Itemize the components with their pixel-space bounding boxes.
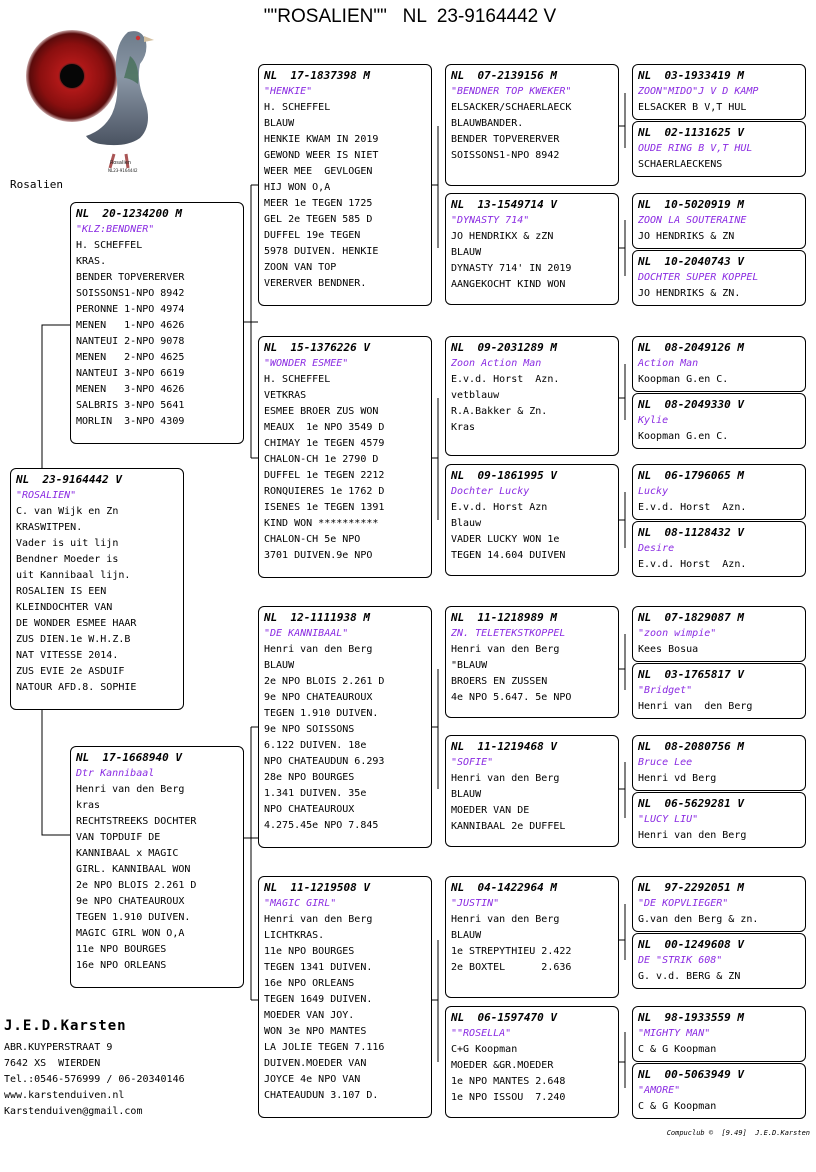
breeder: Henri van den Berg	[264, 914, 373, 925]
ring-number: NL 02-1131625 V	[638, 126, 744, 139]
info-line: BLAUW	[451, 247, 482, 258]
info-line: uit Kannibaal lijn.	[16, 570, 131, 581]
pigeon-name: Bruce Lee	[638, 757, 693, 768]
breeder: Kees Bosua	[638, 644, 699, 655]
info-line: MEER 1e TEGEN 1725	[264, 198, 373, 209]
breeder: Henri van den Berg	[76, 784, 185, 795]
ring-number: NL 07-2139156 M	[451, 69, 557, 82]
breeder: H. SCHEFFEL	[76, 240, 143, 251]
pigeon-name: "LUCY LIU"	[638, 814, 699, 825]
info-line: RONQUIERES 1e 1762 D	[264, 486, 385, 497]
pigeon-name: "MAGIC GIRL"	[264, 898, 337, 909]
ancestor-card-sdd	[445, 464, 619, 576]
pigeon-name: "ROSALIEN"	[16, 490, 77, 501]
info-line: AANGEKOCHT KIND WON	[451, 279, 566, 290]
ancestor-card-g6	[632, 393, 806, 449]
dam-sire-card	[258, 606, 432, 848]
info-line: GEL 2e TEGEN 585 D	[264, 214, 373, 225]
info-line: DUIVEN.MOEDER VAN	[264, 1058, 367, 1069]
ring-number: NL 00-5063949 V	[638, 1068, 744, 1081]
info-line: MEAUX 1e NPO 3549 D	[264, 422, 385, 433]
breeder: Henri vd Berg	[638, 773, 717, 784]
info-line: PERONNE 1-NPO 4974	[76, 304, 185, 315]
info-line: kras	[76, 800, 101, 811]
ring-number: NL 11-1219508 V	[264, 881, 370, 894]
info-line: 1e STREPYTHIEU 2.422	[451, 946, 572, 957]
ring-number: NL 13-1549714 V	[451, 198, 557, 211]
info-line: HIJ WON O,A	[264, 182, 331, 193]
info-line: 16e NPO ORLEANS	[264, 978, 355, 989]
info-line: LA JOLIE TEGEN 7.116	[264, 1042, 385, 1053]
ancestor-card-g3	[632, 193, 806, 249]
ring-number: NL 00-1249608 V	[638, 938, 744, 951]
pigeon-name: "BENDNER TOP KWEKER"	[451, 86, 572, 97]
sire-card	[70, 202, 244, 444]
pigeon-name: "KLZ:BENDNER"	[76, 224, 155, 235]
ring-number: NL 17-1668940 V	[76, 751, 182, 764]
owner-website[interactable]: www.karstenduiven.nl	[4, 1090, 125, 1101]
pigeon-name: "WONDER ESMEE"	[264, 358, 349, 369]
ancestor-card-ddd	[445, 1006, 619, 1118]
ancestor-card-ssd	[445, 193, 619, 305]
info-line: NPO CHATEAUROUX	[264, 804, 355, 815]
ring-number: NL 11-1219468 V	[451, 740, 557, 753]
info-line: RECHTSTREEKS DOCHTER	[76, 816, 197, 827]
ancestor-card-g9	[632, 606, 806, 662]
info-line: 9e NPO CHATEAUROUX	[76, 896, 185, 907]
pigeon-name: Dtr Kannibaal	[76, 768, 155, 779]
info-line: Kras	[451, 422, 476, 433]
ring-number: NL 10-2040743 V	[638, 255, 744, 268]
owner-phone: Tel.:0546-576999 / 06-20340146	[4, 1074, 185, 1085]
photo-label: Rosalien	[10, 178, 63, 191]
breeder: C & G Koopman	[638, 1044, 717, 1055]
info-line: 16e NPO ORLEANS	[76, 960, 167, 971]
info-line: 4e NPO 5.647. 5e NPO	[451, 692, 572, 703]
pigeon-name: "SOFIE"	[451, 757, 494, 768]
breeder: SCHAERLAECKENS	[638, 159, 723, 170]
info-line: 1.341 DUIVEN. 35e	[264, 788, 367, 799]
ring-number: NL 98-1933559 M	[638, 1011, 744, 1024]
ring-number: NL 03-1765817 V	[638, 668, 744, 681]
info-line: MOEDER VAN DE	[451, 805, 530, 816]
breeder: C & G Koopman	[638, 1101, 717, 1112]
pigeon-name: "DE KOPVLIEGER"	[638, 898, 729, 909]
page-title: ""ROSALIEN"" NL 23-9164442 V	[263, 6, 557, 27]
info-line: BENDER TOPVERERVER	[76, 272, 185, 283]
ring-number: NL 04-1422964 M	[451, 881, 557, 894]
info-line: MENEN 2-NPO 4625	[76, 352, 185, 363]
info-line: 11e NPO BOURGES	[264, 946, 355, 957]
info-line: 6.122 DUIVEN. 18e	[264, 740, 367, 751]
info-line: ISENES 1e TEGEN 1391	[264, 502, 385, 513]
info-line: VETKRAS	[264, 390, 307, 401]
ancestor-card-g1	[632, 64, 806, 120]
pigeon-name: Zoon Action Man	[451, 358, 542, 369]
pigeon-name: Kylie	[638, 415, 669, 426]
owner-contact-block	[4, 1018, 185, 1120]
ring-number: NL 08-2080756 M	[638, 740, 744, 753]
breeder: Henri van den Berg	[451, 773, 560, 784]
breeder: C+G Koopman	[451, 1044, 518, 1055]
pigeon-name: "zoon wimpie"	[638, 628, 717, 639]
breeder: Henri van den Berg	[264, 644, 373, 655]
ancestor-card-g10	[632, 663, 806, 719]
breeder: Henri van den Berg	[451, 644, 560, 655]
info-line: ROSALIEN IS EEN	[16, 586, 107, 597]
info-line: SALBRIS 3-NPO 5641	[76, 400, 185, 411]
info-line: DYNASTY 714' IN 2019	[451, 263, 572, 274]
info-line: CHALON-CH 1e 2790 D	[264, 454, 379, 465]
pigeon-name: ZN. TELETEKSTKOPPEL	[451, 628, 566, 639]
ancestor-card-g2	[632, 121, 806, 177]
breeder: Koopman G.en C.	[638, 431, 729, 442]
info-line: TEGEN 1341 DUIVEN.	[264, 962, 373, 973]
info-line: NPO CHATEAUDUN 6.293	[264, 756, 385, 767]
info-line: TEGEN 1649 DUIVEN.	[264, 994, 373, 1005]
pigeon-name: DOCHTER SUPER KOPPEL	[638, 272, 759, 283]
pigeon-name: "AMORE"	[638, 1085, 681, 1096]
info-line: NAT VITESSE 2014.	[16, 650, 119, 661]
info-line: TEGEN 14.604 DUIVEN	[451, 550, 566, 561]
info-line: BENDER TOPVERERVER	[451, 134, 560, 145]
footer-credit: Compuclub © [9.49] J.E.D.Karsten	[666, 1129, 810, 1137]
ancestor-card-g12	[632, 792, 806, 848]
sire-sire-card	[258, 64, 432, 306]
info-line: MOEDER &GR.MOEDER	[451, 1060, 554, 1071]
info-line: MENEN 1-NPO 4626	[76, 320, 185, 331]
dam-card	[70, 746, 244, 988]
breeder: Koopman G.en C.	[638, 374, 729, 385]
info-line: KIND WON **********	[264, 518, 379, 529]
owner-address: ABR.KUYPERSTRAAT 9	[4, 1042, 113, 1053]
info-line: MOEDER VAN JOY.	[264, 1010, 355, 1021]
info-line: VERERVER BENDNER.	[264, 278, 367, 289]
ancestor-card-g4	[632, 250, 806, 306]
info-line: LICHTKRAS.	[264, 930, 325, 941]
sire-dam-card	[258, 336, 432, 578]
ring-number: NL 09-2031289 M	[451, 341, 557, 354]
info-line: MENEN 3-NPO 4626	[76, 384, 185, 395]
photo-caption: Rosalien	[110, 160, 132, 166]
info-line: CHIMAY 1e TEGEN 4579	[264, 438, 385, 449]
breeder: Henri van den Berg	[638, 701, 753, 712]
info-line: DE WONDER ESMEE HAAR	[16, 618, 137, 629]
info-line: GIRL. KANNIBAAL WON	[76, 864, 191, 875]
ancestor-card-dss	[445, 606, 619, 718]
breeder: JO HENDRIKX & zZN	[451, 231, 554, 242]
ring-number: NL 06-5629281 V	[638, 797, 744, 810]
info-line: "BLAUW	[451, 660, 488, 671]
ring-number: NL 09-1861995 V	[451, 469, 557, 482]
info-line: ZUS EVIE 2e ASDUIF	[16, 666, 125, 677]
info-line: NATOUR AFD.8. SOPHIE	[16, 682, 137, 693]
ancestor-card-g16	[632, 1063, 806, 1119]
info-line: BLAUW	[264, 660, 295, 671]
breeder: Henri van den Berg	[451, 914, 560, 925]
info-line: 1e NPO MANTES 2.648	[451, 1076, 566, 1087]
owner-email[interactable]: Karstenduiven@gmail.com	[4, 1106, 143, 1117]
breeder: E.v.d. Horst Azn.	[638, 559, 747, 570]
breeder: ELSACKER B V,T HUL	[638, 102, 747, 113]
info-line: ZOON VAN TOP	[264, 262, 337, 273]
owner-postcode: 7642 XS WIERDEN	[4, 1058, 101, 1069]
info-line: vetblauw	[451, 390, 500, 401]
ring-number: NL 08-1128432 V	[638, 526, 744, 539]
info-line: KRAS.	[76, 256, 107, 267]
info-line: HENKIE KWAM IN 2019	[264, 134, 379, 145]
info-line: 2e BOXTEL 2.636	[451, 962, 572, 973]
info-line: BROERS EN ZUSSEN	[451, 676, 548, 687]
breeder: E.v.d. Horst Azn.	[638, 502, 747, 513]
ring-number: NL 03-1933419 M	[638, 69, 744, 82]
ancestor-card-g13	[632, 876, 806, 932]
info-line: GEWOND WEER IS NIET	[264, 150, 379, 161]
info-line: DUFFEL 1e TEGEN 2212	[264, 470, 385, 481]
info-line: TEGEN 1.910 DUIVEN.	[264, 708, 379, 719]
info-line: MORLIN 3-NPO 4309	[76, 416, 185, 427]
breeder: E.v.d. Horst Azn.	[451, 374, 560, 385]
pigeon-name: Lucky	[638, 486, 669, 497]
info-line: JOYCE 4e NPO VAN	[264, 1074, 361, 1085]
info-line: BLAUW	[451, 930, 482, 941]
ring-number: NL 10-5020919 M	[638, 198, 744, 211]
info-line: 3701 DUIVEN.9e NPO	[264, 550, 373, 561]
ancestor-card-dds	[445, 876, 619, 998]
info-line: KANNIBAAL x MAGIC	[76, 848, 179, 859]
info-line: 28e NPO BOURGES	[264, 772, 355, 783]
breeder: C. van Wijk en Zn	[16, 506, 119, 517]
info-line: 4.275.45e NPO 7.845	[264, 820, 379, 831]
info-line: 5978 DUIVEN. HENKIE	[264, 246, 379, 257]
breeder: JO HENDRIKS & ZN.	[638, 288, 741, 299]
ring-number: NL 20-1234200 M	[76, 207, 182, 220]
info-line: DUFFEL 19e TEGEN	[264, 230, 361, 241]
info-line: 2e NPO BLOIS 2.261 D	[264, 676, 385, 687]
pigeon-name: ""ROSELLA"	[451, 1028, 512, 1039]
ring-number: NL 17-1837398 M	[264, 69, 370, 82]
pigeon-name: "JUSTIN"	[451, 898, 500, 909]
breeder: H. SCHEFFEL	[264, 102, 331, 113]
info-line: WEER MEE GEVLOGEN	[264, 166, 373, 177]
info-line: SOISSONS1-NPO 8942	[76, 288, 185, 299]
pigeon-name: "DYNASTY 714"	[451, 215, 530, 226]
breeder: G. v.d. BERG & ZN	[638, 971, 741, 982]
info-line: BLAUWBANDER.	[451, 118, 524, 129]
info-line: CHATEAUDUN 3.107 D.	[264, 1090, 379, 1101]
info-line: TEGEN 1.910 DUIVEN.	[76, 912, 191, 923]
info-line: WON 3e NPO MANTES	[264, 1026, 367, 1037]
info-line: Blauw	[451, 518, 482, 529]
breeder: G.van den Berg & zn.	[638, 914, 759, 925]
ancestor-card-g5	[632, 336, 806, 392]
ring-number: NL 08-2049330 V	[638, 398, 744, 411]
info-line: VAN TOPDUIF DE	[76, 832, 161, 843]
info-line: ESMEE BROER ZUS WON	[264, 406, 379, 417]
info-line: R.A.Bakker & Zn.	[451, 406, 548, 417]
ancestor-card-g8	[632, 521, 806, 577]
info-line: NANTEUI 2-NPO 9078	[76, 336, 185, 347]
ring-number: NL 11-1218989 M	[451, 611, 557, 624]
info-line: 9e NPO SOISSONS	[264, 724, 355, 735]
info-line: MAGIC GIRL WON O,A	[76, 928, 185, 939]
ancestor-card-dsd	[445, 735, 619, 847]
ancestor-card-g7	[632, 464, 806, 520]
photo-caption-ring: NL23-9164442	[108, 168, 138, 173]
ancestor-card-g15	[632, 1006, 806, 1062]
ring-number: NL 12-1111938 M	[264, 611, 370, 624]
ancestor-card-sss	[445, 64, 619, 186]
pigeon-name: "DE KANNIBAAL"	[264, 628, 349, 639]
pigeon-name: Dochter Lucky	[451, 486, 530, 497]
ring-number: NL 08-2049126 M	[638, 341, 744, 354]
dam-dam-card	[258, 876, 432, 1118]
info-line: VADER LUCKY WON 1e	[451, 534, 560, 545]
pigeon-name: ZOON"MIDO"J V D KAMP	[638, 86, 759, 97]
pigeon-name: OUDE RING B V,T HUL	[638, 143, 753, 154]
ancestor-card-sds	[445, 336, 619, 456]
breeder: ELSACKER/SCHAERLAECK	[451, 102, 572, 113]
pigeon-name: "MIGHTY MAN"	[638, 1028, 711, 1039]
info-line: KRASWITPEN.	[16, 522, 83, 533]
breeder: JO HENDRIKS & ZN	[638, 231, 735, 242]
ring-number: NL 97-2292051 M	[638, 881, 744, 894]
pigeon-name: "HENKIE"	[264, 86, 313, 97]
ring-number: NL 15-1376226 V	[264, 341, 370, 354]
ancestor-card-g14	[632, 933, 806, 989]
info-line: NANTEUI 3-NPO 6619	[76, 368, 185, 379]
breeder: E.v.d. Horst Azn	[451, 502, 548, 513]
ring-number: NL 06-1796065 M	[638, 469, 744, 482]
pigeon-name: DE "STRIK 608"	[638, 955, 723, 966]
pigeon-name: "Bridget"	[638, 685, 693, 696]
info-line: KANNIBAAL 2e DUFFEL	[451, 821, 566, 832]
pigeon-name: Desire	[638, 543, 675, 554]
info-line: 11e NPO BOURGES	[76, 944, 167, 955]
info-line: CHALON-CH 5e NPO	[264, 534, 361, 545]
info-line: SOISSONS1-NPO 8942	[451, 150, 560, 161]
info-line: Vader is uit lijn	[16, 538, 119, 549]
info-line: ZUS DIEN.1e W.H.Z.B	[16, 634, 131, 645]
info-line: BLAUW	[264, 118, 295, 129]
owner-name: J.E.D.Karsten	[4, 1018, 127, 1034]
ring-number: NL 07-1829087 M	[638, 611, 744, 624]
info-line: BLAUW	[451, 789, 482, 800]
info-line: 9e NPO CHATEAUROUX	[264, 692, 373, 703]
breeder: H. SCHEFFEL	[264, 374, 331, 385]
ring-number: NL 23-9164442 V	[16, 473, 122, 486]
breeder: Henri van den Berg	[638, 830, 747, 841]
info-line: Bendner Moeder is	[16, 554, 119, 565]
pigeon-name: ZOON LA SOUTERAINE	[638, 215, 747, 226]
info-line: 2e NPO BLOIS 2.261 D	[76, 880, 197, 891]
info-line: 1e NPO ISSOU 7.240	[451, 1092, 566, 1103]
subject-pigeon-card	[10, 468, 184, 710]
ring-number: NL 06-1597470 V	[451, 1011, 557, 1024]
pigeon-name: Action Man	[638, 358, 699, 369]
info-line: KLEINDOCHTER VAN	[16, 602, 113, 613]
ancestor-card-g11	[632, 735, 806, 791]
